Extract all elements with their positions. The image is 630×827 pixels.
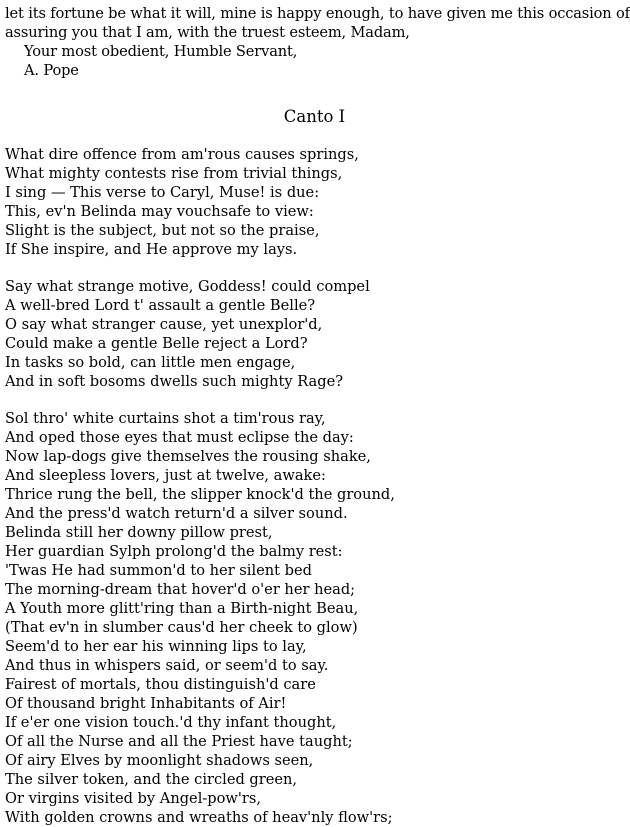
verse-line: And the press'd watch return'd a silver sound. <box>5 505 348 522</box>
canto-title: Canto I <box>283 107 346 126</box>
verse-line: And oped those eyes that must eclipse the day: <box>5 429 354 446</box>
letter-closing: Your most obedient, Humble Servant, <box>24 43 298 60</box>
stanza-2 <box>5 277 624 391</box>
verse-line: Thrice rung the bell, the slipper knock'd the ground, <box>5 486 395 503</box>
verse-line: This, ev'n Belinda may vouchsafe to view: <box>5 203 314 220</box>
verse-line: Or virgins visited by Angel-pow'rs, <box>5 790 262 807</box>
verse-line: In tasks so bold, can little men engage, <box>5 354 296 371</box>
verse-line: Sol thro' white curtains shot a tim'rous ray, <box>5 410 326 427</box>
letter-line: let its fortune be what it will, mine is happy enough, to have given me this occasion of <box>5 5 630 22</box>
verse-line: Of thousand bright Inhabitants of Air! <box>5 695 287 712</box>
verse-line: A Youth more glitt'ring than a Birth-night Beau, <box>5 600 359 617</box>
verse-line: If e'er one vision touch.'d thy infant thought, <box>5 714 337 731</box>
verse-line: If She inspire, and He approve my lays. <box>5 241 298 258</box>
verse-line: The silver token, and the circled green, <box>5 771 298 788</box>
verse-line: And thus in whispers said, or seem'd to say. <box>5 657 329 674</box>
verse-line: 'Twas He had summon'd to her silent bed <box>5 562 312 579</box>
letter-ending <box>5 4 630 80</box>
verse-line: Slight is the subject, but not so the praise, <box>5 222 320 239</box>
verse-line: (That ev'n in slumber caus'd her cheek to glow) <box>5 619 358 636</box>
verse-line: And sleepless lovers, just at twelve, awake: <box>5 467 326 484</box>
verse-line: Belinda still her downy pillow prest, <box>5 524 273 541</box>
verse-line: Seem'd to her ear his winning lips to lay, <box>5 638 307 655</box>
verse-line: What dire offence from am'rous causes springs, <box>5 146 359 163</box>
stanza-1 <box>5 145 624 259</box>
letter-signature: A. Pope <box>24 62 79 79</box>
verse-line: Of airy Elves by moonlight shadows seen, <box>5 752 314 769</box>
verse-line: Her guardian Sylph prolong'd the balmy rest: <box>5 543 343 560</box>
verse-line: I sing — This verse to Caryl, Muse! is due: <box>5 184 320 201</box>
letter-line: assuring you that I am, with the truest esteem, Madam, <box>5 24 410 41</box>
verse-line: Say what strange motive, Goddess! could compel <box>5 278 370 295</box>
verse-line: O say what stranger cause, yet unexplor'd, <box>5 316 323 333</box>
verse-line: With golden crowns and wreaths of heav'nly flow'rs; <box>5 809 393 826</box>
verse-line: The morning-dream that hover'd o'er her head; <box>5 581 356 598</box>
verse-line: Could make a gentle Belle reject a Lord? <box>5 335 308 352</box>
verse-line: And in soft bosoms dwells such mighty Rage? <box>5 373 344 390</box>
verse-line: A well-bred Lord t' assault a gentle Belle? <box>5 297 316 314</box>
verse-line: What mighty contests rise from trivial things, <box>5 165 343 182</box>
poem <box>5 145 624 827</box>
verse-line: Fairest of mortals, thou distinguish'd care <box>5 676 316 693</box>
verse-line: Of all the Nurse and all the Priest have taught; <box>5 733 353 750</box>
stanza-3 <box>5 409 624 827</box>
verse-line: Now lap-dogs give themselves the rousing shake, <box>5 448 371 465</box>
